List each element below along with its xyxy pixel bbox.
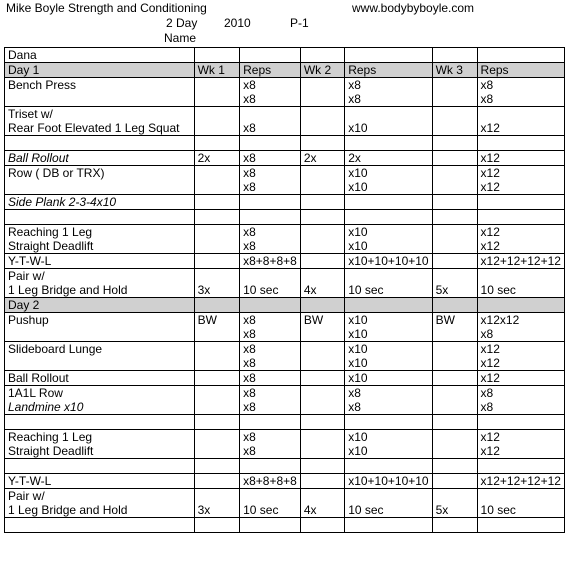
value-cell: BW	[300, 313, 344, 328]
website: www.bodybyboyle.com	[352, 1, 475, 15]
exercise-cell	[5, 180, 195, 195]
value-cell	[194, 444, 240, 459]
table-row	[5, 356, 565, 371]
value-cell: x10+10+10+10	[345, 474, 432, 489]
value-cell	[432, 210, 477, 225]
exercise-cell	[5, 518, 195, 533]
value-cell: 5x	[432, 503, 477, 518]
value-cell: x8	[345, 78, 432, 93]
value-cell: x8	[345, 400, 432, 415]
value-cell: 3x	[194, 283, 240, 298]
value-cell	[300, 225, 344, 240]
value-cell	[240, 107, 301, 122]
value-cell	[194, 489, 240, 504]
exercise-cell: Day 1	[5, 63, 195, 78]
value-cell	[477, 210, 564, 225]
value-cell: 2x	[300, 151, 344, 166]
value-cell	[432, 166, 477, 181]
value-cell	[300, 239, 344, 254]
value-cell	[300, 92, 344, 107]
value-cell	[194, 180, 240, 195]
sheet-title: Mike Boyle Strength and Conditioning	[6, 1, 207, 15]
value-cell: x10	[345, 180, 432, 195]
value-cell: x10	[345, 342, 432, 357]
section-header-row	[5, 63, 565, 78]
value-cell	[477, 269, 564, 284]
value-cell	[432, 239, 477, 254]
table-row	[5, 327, 565, 342]
table-row	[5, 489, 565, 504]
value-cell	[300, 166, 344, 181]
exercise-cell: 1A1L Row	[5, 386, 195, 401]
value-cell	[240, 459, 301, 474]
exercise-cell: Straight Deadlift	[5, 239, 195, 254]
table-row	[5, 386, 565, 401]
value-cell	[194, 166, 240, 181]
value-cell	[432, 225, 477, 240]
value-cell: x12+12+12+12	[477, 254, 564, 269]
table-row	[5, 151, 565, 166]
value-cell	[240, 298, 301, 313]
value-cell	[477, 195, 564, 210]
value-cell: x12	[477, 356, 564, 371]
value-cell	[432, 327, 477, 342]
table-row	[5, 78, 565, 93]
value-cell	[345, 415, 432, 430]
value-cell: Wk 3	[432, 63, 477, 78]
value-cell	[477, 459, 564, 474]
value-cell	[194, 400, 240, 415]
exercise-cell: Ball Rollout	[5, 371, 195, 386]
exercise-cell: Y-T-W-L	[5, 474, 195, 489]
value-cell	[194, 386, 240, 401]
value-cell: x12	[477, 430, 564, 445]
value-cell	[300, 415, 344, 430]
value-cell: x10	[345, 239, 432, 254]
workout-table	[4, 47, 565, 533]
table-row	[5, 136, 565, 151]
value-cell	[432, 430, 477, 445]
value-cell: Wk 1	[194, 63, 240, 78]
value-cell: x12	[477, 371, 564, 386]
exercise-cell: Landmine x10	[5, 400, 195, 415]
value-cell	[432, 342, 477, 357]
exercise-cell: Pair w/	[5, 269, 195, 284]
value-cell: 4x	[300, 503, 344, 518]
value-cell	[240, 489, 301, 504]
value-cell: 3x	[194, 503, 240, 518]
exercise-cell: 1 Leg Bridge and Hold	[5, 503, 195, 518]
value-cell	[194, 121, 240, 136]
value-cell: x12	[477, 225, 564, 240]
value-cell: 10 sec	[345, 283, 432, 298]
value-cell: x8	[477, 327, 564, 342]
value-cell	[432, 269, 477, 284]
section-header-row	[5, 298, 565, 313]
value-cell: x8	[240, 400, 301, 415]
value-cell: x10	[345, 430, 432, 445]
value-cell	[194, 210, 240, 225]
exercise-cell: Reaching 1 Leg	[5, 225, 195, 240]
value-cell: x8	[477, 386, 564, 401]
value-cell	[432, 474, 477, 489]
value-cell	[240, 210, 301, 225]
value-cell: x12	[477, 444, 564, 459]
value-cell	[432, 195, 477, 210]
value-cell	[300, 327, 344, 342]
value-cell	[477, 136, 564, 151]
value-cell	[194, 225, 240, 240]
value-cell: x8	[345, 92, 432, 107]
program-days: 2 Day	[166, 16, 198, 30]
value-cell: x10	[345, 356, 432, 371]
value-cell: 4x	[300, 283, 344, 298]
value-cell	[345, 518, 432, 533]
value-cell	[300, 298, 344, 313]
value-cell: x10+10+10+10	[345, 254, 432, 269]
table-row	[5, 195, 565, 210]
value-cell: x12	[477, 239, 564, 254]
value-cell	[477, 107, 564, 122]
value-cell	[477, 415, 564, 430]
table-row	[5, 503, 565, 518]
exercise-cell: Slideboard Lunge	[5, 342, 195, 357]
value-cell: x8	[240, 386, 301, 401]
value-cell	[194, 356, 240, 371]
value-cell	[477, 518, 564, 533]
value-cell	[345, 269, 432, 284]
value-cell	[194, 254, 240, 269]
exercise-cell: Bench Press	[5, 78, 195, 93]
value-cell: x8	[240, 444, 301, 459]
value-cell: x10	[345, 166, 432, 181]
value-cell	[300, 386, 344, 401]
athlete-row	[5, 48, 565, 63]
value-cell	[432, 298, 477, 313]
value-cell	[345, 195, 432, 210]
table-row	[5, 415, 565, 430]
name-label: Name	[164, 31, 197, 45]
value-cell	[432, 136, 477, 151]
value-cell	[300, 400, 344, 415]
value-cell	[432, 92, 477, 107]
value-cell: Reps	[240, 63, 301, 78]
value-cell	[300, 444, 344, 459]
value-cell: x8	[240, 151, 301, 166]
exercise-cell: 1 Leg Bridge and Hold	[5, 283, 195, 298]
value-cell: x10	[345, 444, 432, 459]
table-row	[5, 342, 565, 357]
value-cell: x8	[240, 342, 301, 357]
value-cell: 2x	[345, 151, 432, 166]
value-cell	[300, 136, 344, 151]
value-cell	[194, 327, 240, 342]
value-cell: x12	[477, 121, 564, 136]
value-cell: 10 sec	[240, 283, 301, 298]
value-cell	[300, 180, 344, 195]
value-cell: x10	[345, 225, 432, 240]
value-cell	[432, 415, 477, 430]
exercise-cell: Day 2	[5, 298, 195, 313]
value-cell	[194, 92, 240, 107]
value-cell: x12	[477, 180, 564, 195]
value-cell	[194, 342, 240, 357]
exercise-cell: Triset w/	[5, 107, 195, 122]
table-row	[5, 269, 565, 284]
value-cell: 2x	[194, 151, 240, 166]
table-row	[5, 444, 565, 459]
table-row	[5, 107, 565, 122]
value-cell	[432, 180, 477, 195]
value-cell	[240, 415, 301, 430]
value-cell	[345, 298, 432, 313]
exercise-cell: Row ( DB or TRX)	[5, 166, 195, 181]
value-cell	[432, 151, 477, 166]
value-cell: Reps	[345, 63, 432, 78]
exercise-cell	[5, 210, 195, 225]
value-cell	[432, 489, 477, 504]
exercise-cell: Ball Rollout	[5, 151, 195, 166]
value-cell	[194, 107, 240, 122]
value-cell: x8+8+8+8	[240, 474, 301, 489]
value-cell	[432, 444, 477, 459]
value-cell	[194, 518, 240, 533]
table-row	[5, 518, 565, 533]
table-row	[5, 430, 565, 445]
value-cell	[432, 107, 477, 122]
value-cell	[300, 107, 344, 122]
table-row	[5, 225, 565, 240]
value-cell: x12	[477, 166, 564, 181]
value-cell: x8	[240, 313, 301, 328]
value-cell: x8	[240, 121, 301, 136]
value-cell	[432, 518, 477, 533]
value-cell	[432, 400, 477, 415]
exercise-cell: Straight Deadlift	[5, 444, 195, 459]
table-row	[5, 210, 565, 225]
value-cell	[432, 254, 477, 269]
value-cell: BW	[432, 313, 477, 328]
exercise-cell	[5, 92, 195, 107]
value-cell	[345, 489, 432, 504]
value-cell: x8	[345, 386, 432, 401]
table-row	[5, 166, 565, 181]
exercise-cell: Pushup	[5, 313, 195, 328]
exercise-cell	[5, 415, 195, 430]
exercise-cell	[5, 459, 195, 474]
value-cell: x8	[477, 78, 564, 93]
value-cell: x8	[240, 166, 301, 181]
exercise-cell	[5, 136, 195, 151]
value-cell	[194, 136, 240, 151]
value-cell	[194, 415, 240, 430]
value-cell	[240, 195, 301, 210]
value-cell	[477, 489, 564, 504]
value-cell: x10	[345, 313, 432, 328]
value-cell: 10 sec	[240, 503, 301, 518]
value-cell	[432, 121, 477, 136]
value-cell: x12x12	[477, 313, 564, 328]
value-cell	[432, 356, 477, 371]
value-cell	[194, 239, 240, 254]
program-year: 2010	[224, 16, 251, 30]
value-cell: 10 sec	[477, 503, 564, 518]
value-cell: x8	[240, 239, 301, 254]
value-cell: x10	[345, 327, 432, 342]
exercise-cell: Y-T-W-L	[5, 254, 195, 269]
value-cell	[300, 342, 344, 357]
athlete-name: Dana	[5, 48, 195, 63]
value-cell	[240, 518, 301, 533]
exercise-cell: Reaching 1 Leg	[5, 430, 195, 445]
value-cell	[300, 474, 344, 489]
value-cell: x12	[477, 342, 564, 357]
value-cell	[432, 371, 477, 386]
value-cell	[432, 78, 477, 93]
exercise-cell	[5, 356, 195, 371]
value-cell: x8	[240, 225, 301, 240]
value-cell: x8	[477, 92, 564, 107]
table-row	[5, 474, 565, 489]
value-cell: x8+8+8+8	[240, 254, 301, 269]
table-row	[5, 239, 565, 254]
value-cell	[345, 459, 432, 474]
table-row	[5, 313, 565, 328]
value-cell	[300, 269, 344, 284]
value-cell: 10 sec	[477, 283, 564, 298]
value-cell	[300, 518, 344, 533]
table-row	[5, 180, 565, 195]
exercise-cell: Rear Foot Elevated 1 Leg Squat	[5, 121, 195, 136]
exercise-cell: Pair w/	[5, 489, 195, 504]
program-phase: P-1	[290, 16, 309, 30]
value-cell	[194, 269, 240, 284]
exercise-cell	[5, 327, 195, 342]
value-cell	[300, 121, 344, 136]
value-cell	[300, 254, 344, 269]
value-cell	[432, 459, 477, 474]
value-cell	[300, 489, 344, 504]
value-cell: Wk 2	[300, 63, 344, 78]
value-cell	[300, 430, 344, 445]
exercise-cell: Side Plank 2-3-4x10	[5, 195, 195, 210]
value-cell: 5x	[432, 283, 477, 298]
value-cell: x8	[240, 327, 301, 342]
value-cell	[194, 459, 240, 474]
value-cell	[300, 356, 344, 371]
table-row	[5, 459, 565, 474]
value-cell	[194, 474, 240, 489]
value-cell	[240, 269, 301, 284]
value-cell: x8	[477, 400, 564, 415]
value-cell: BW	[194, 313, 240, 328]
value-cell: x8	[240, 92, 301, 107]
value-cell	[432, 386, 477, 401]
value-cell: x10	[345, 371, 432, 386]
table-row	[5, 371, 565, 386]
table-row	[5, 283, 565, 298]
table-row	[5, 400, 565, 415]
value-cell: x8	[240, 430, 301, 445]
value-cell: Reps	[477, 63, 564, 78]
value-cell	[300, 210, 344, 225]
value-cell: x8	[240, 371, 301, 386]
value-cell	[300, 78, 344, 93]
value-cell: x12	[477, 151, 564, 166]
value-cell: x8	[240, 356, 301, 371]
value-cell	[345, 136, 432, 151]
value-cell: 10 sec	[345, 503, 432, 518]
value-cell	[300, 195, 344, 210]
value-cell: x10	[345, 121, 432, 136]
table-row	[5, 92, 565, 107]
value-cell	[194, 298, 240, 313]
table-row	[5, 254, 565, 269]
value-cell	[300, 459, 344, 474]
value-cell: x8	[240, 180, 301, 195]
value-cell: x12+12+12+12	[477, 474, 564, 489]
value-cell	[477, 298, 564, 313]
value-cell	[194, 195, 240, 210]
value-cell	[345, 210, 432, 225]
table-row	[5, 121, 565, 136]
value-cell	[345, 107, 432, 122]
value-cell	[194, 78, 240, 93]
value-cell	[300, 371, 344, 386]
value-cell	[194, 430, 240, 445]
value-cell	[240, 136, 301, 151]
value-cell	[194, 371, 240, 386]
value-cell: x8	[240, 78, 301, 93]
